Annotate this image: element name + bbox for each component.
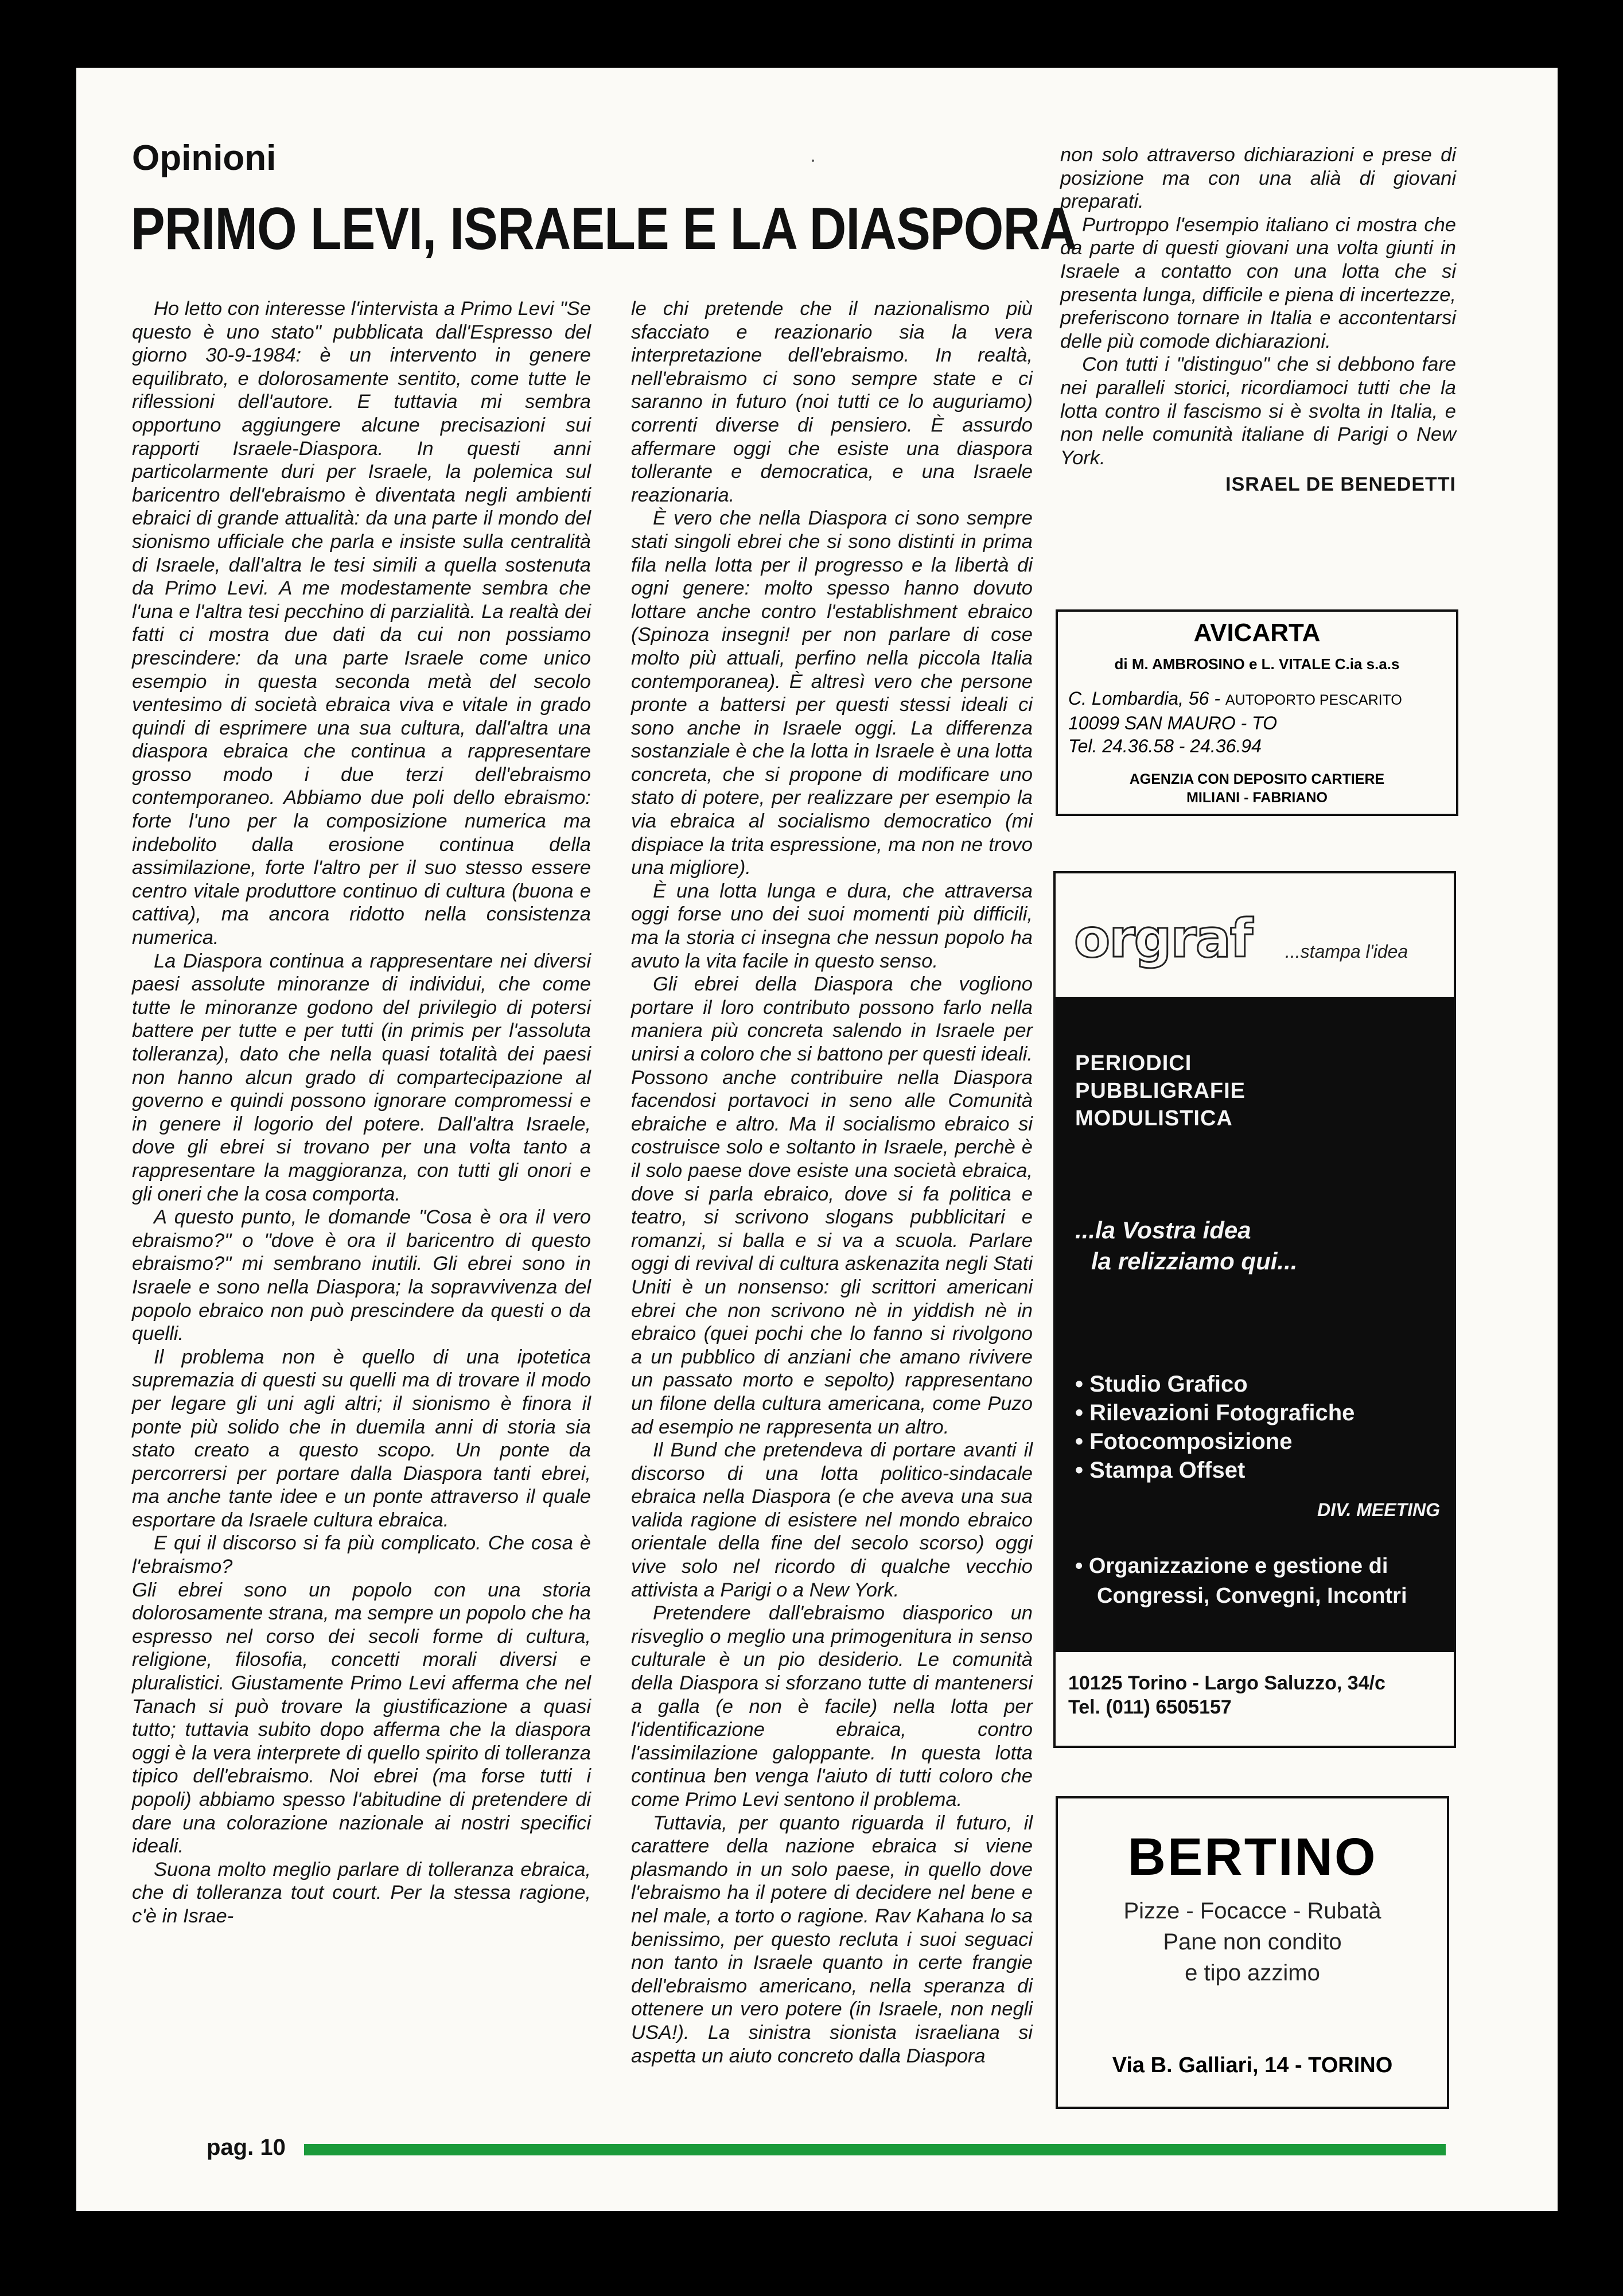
article-column-2: [631, 297, 1033, 2068]
headline: PRIMO LEVI, ISRAELE E LA DIASPORA: [131, 196, 1076, 262]
address-phone: Tel. 24.36.58 - 24.36.94: [1068, 736, 1262, 756]
paragraph: Pretendere dall'ebraismo diasporico un risveglio o meglio una primogenitura in senso culturale è un pio desiderio. Le comunità della Diaspora si sforzano tutte di mantenersi a galla (e non è facile) nella lotta per l'identificazione ebraica, contro l'assimilazione galoppante. In questa lotta continua ben venga l'aiuto di tutti coloro che come Primo Levi sentono il problema.: [631, 1602, 1033, 1811]
bullet-item: • Rilevazioni Fotografiche: [1075, 1400, 1355, 1425]
paragraph: È una lotta lunga e dura, che attraversa oggi forse uno dei suoi momenti più difficili, ma la storia ci insegna che nessun popolo ha avuto la vita facile in questo senso.: [631, 880, 1033, 972]
orgraf-ad: [1053, 871, 1456, 1748]
paragraph: A questo punto, le domande "Cosa è ora il vero ebraismo?" o "dove è ora il baricentro di questo ebraismo?" mi sembrano inutili. Gli ebrei sono in Israele e sono nella Diaspora; la sopravvivenza del popolo ebraico non può prescindere da questi o da quelli.: [132, 1206, 591, 1345]
product-line: Pane non condito: [1163, 1929, 1342, 1955]
section-label: Opinioni: [132, 138, 277, 178]
article-column-1: [132, 297, 591, 1928]
product-line: Pizze - Focacce - Rubatà: [1123, 1898, 1381, 1924]
service-item: MODULISTICA: [1075, 1106, 1233, 1130]
bertino-ad: [1056, 1796, 1449, 2109]
contact-phone: Tel. (011) 6505157: [1068, 1696, 1232, 1718]
paragraph: Con tutti i "distinguo" che si debbono fare nei paralleli storici, ricordiamoci tutti che la lotta contro il fascismo si è svolta in Italia, e non nelle comunità italiane di Parigi o New York.: [1060, 353, 1456, 469]
ad-subtitle: di M. AMBROSINO e L. VITALE C.ia s.a.s: [1114, 655, 1400, 673]
paragraph: Ho letto con interesse l'intervista a Primo Levi "Se questo è uno stato" pubblicata dall'Espresso del giorno 30-9-1984: è un intervento in genere equilibrato, e dolorosamente sentito, come tutte le riflessioni dell'autore. E tuttavia mi sembra opportuno aggiungere alcune precisazioni sui rapporti Israele-Diaspora. In questi anni particolarmente duri per Israele, la polemica sul baricentro dell'ebraismo è diventata negli ambienti ebraici di grande attualità: da una parte il mondo del sionismo ufficiale che parla e insiste sulla centralità di Israele, dall'altra le tesi simili a quella sostenuta da Primo Levi. A me modestamente sembra che l'una e l'altra tesi pecchino di parzialità. La realtà dei fatti ci mostra due dati da cui non possiamo prescindere: da una parte Israele come unico esempio in questa seconda metà del secolo ventesimo di società ebraica viva e vitale in grado quindi di esprimere una sua cultura, dall'altra una diaspora ebraica che continua a rappresentare grosso modo i due terzi dell'ebraismo contemporaneo. Abbiamo due poli dello ebraismo: forte l'uno per la composizione numerica ma indebolito dalla erosione continua della assimilazione, forte l'altro per il suo stesso essere centro vitale produttore continuo di cultura (buona e cattiva), ma ancora ridotto nella consistenza numerica.: [132, 298, 591, 949]
orgraf-contact: [1068, 1671, 1385, 1719]
org-line: • Organizzazione e gestione di: [1075, 1554, 1388, 1578]
ad-footer: [1058, 770, 1456, 807]
bullet-item: • Stampa Offset: [1075, 1458, 1246, 1483]
author-signature: ISRAEL DE BENEDETTI: [1225, 473, 1456, 496]
paragraph: Purtroppo l'esempio italiano ci mostra che da parte di questi giovani una volta giunti in Israele a contatto con una lotta che si presenta lunga, difficile e piena di incertezze, preferiscono tornare in Italia e accontentarsi delle più comode dichiarazioni.: [1060, 213, 1456, 352]
orgraf-logo: orgraf: [1074, 908, 1252, 969]
service-item: PUBBLIGRAFIE: [1075, 1079, 1246, 1103]
division-label: DIV. MEETING: [1317, 1499, 1440, 1520]
slogan-line: ...la Vostra idea: [1075, 1217, 1251, 1244]
page-number: pag. 10: [207, 2135, 286, 2160]
paragraph: E qui il discorso si fa più complicato. Che cosa è l'ebraismo?: [132, 1532, 591, 1578]
footer-accent-bar: [304, 2144, 1446, 2155]
speck: [812, 160, 814, 162]
organization-text: [1075, 1551, 1407, 1611]
slogan-line: la relizziamo qui...: [1091, 1248, 1298, 1275]
ad-title: AVICARTA: [1193, 619, 1321, 647]
orgraf-header: [1056, 873, 1454, 997]
org-line: Congressi, Convegni, Incontri: [1097, 1584, 1407, 1608]
service-item: PERIODICI: [1075, 1051, 1192, 1075]
footer-line: AGENZIA CON DEPOSITO CARTIERE: [1129, 771, 1385, 787]
paragraph: le chi pretende che il nazionalismo più sfacciato e reazionario sia la vera interpretazione dell'ebraismo. In realtà, nell'ebraismo ci sono sempre state e ci saranno in futuro (noi tutti ce lo auguriamo) correnti diverse di pensiero. È assurdo affermare oggi che esiste una diaspora tollerante e democratica, e una Israele reazionaria.: [631, 298, 1033, 506]
ad-title: BERTINO: [1127, 1828, 1377, 1886]
paragraph: Tuttavia, per quanto riguarda il futuro, il carattere della nazione ebraica si viene plasmando in un solo paese, in quello dove l'ebraismo ha il potere di decidere nel bene e nel male, a torto o ragione. Rav Kahana lo sa benissimo, per questo recluta i suoi seguaci non tanto in Israele quanto in certe frangie dell'ebraismo americano, nella speranza di ottenere un vero potere (in Israele, non negli USA!). La sinistra sionista israeliana si aspetta un aiuto concreto dalla Diaspora: [631, 1812, 1033, 2067]
orgraf-black-panel: [1056, 997, 1454, 1652]
orgraf-tagline: ...stampa l'idea: [1285, 941, 1408, 962]
bullet-item: • Fotocomposizione: [1075, 1429, 1293, 1454]
avicarta-ad: [1056, 609, 1458, 816]
address-city: 10099 SAN MAURO - TO: [1068, 713, 1277, 733]
ad-address: [1068, 687, 1456, 757]
paragraph: Il Bund che pretendeva di portare avanti il discorso di una lotta politico-sindacale ebraica nella Diaspora (e che aveva una sua valida ragione di esistere nel mondo ebraico orientale della fine del secolo scorso) oggi vive solo nel ricordo di qualche vecchio attivista a Parigi o a New York.: [631, 1439, 1033, 1601]
paragraph: Il problema non è quello di una ipotetica supremazia di questi su quelli ma di trovare il modo per legare gli uni agli altri; il sionismo è finora il ponte più solido che in duemila anni di storia sia stato creato a questo scopo. Un ponte da percorrersi per portare dalla Diaspora tanti ebrei, ma anche tante idee e un ponte attraverso il quale esportare da Israele cultura ebraica.: [132, 1346, 591, 1531]
ad-products: [1058, 1895, 1447, 1988]
paragraph: non solo attraverso dichiarazioni e prese di posizione ma con una alià di giovani preparati.: [1060, 144, 1456, 213]
article-column-3: [1060, 143, 1456, 496]
bullet-item: • Studio Grafico: [1075, 1372, 1248, 1397]
address-street: C. Lombardia, 56 -: [1068, 688, 1221, 709]
paragraph: Gli ebrei della Diaspora che vogliono portare il loro contributo possono farlo nella maniera più concreta salendo in Israele per unirsi a coloro che si battono per questi ideali. Possono anche contribuire nella Diaspora facendosi portavoci in seno alle Comunità ebraiche e altro. Ma il socialismo ebraico si costruisce solo e soltanto in Israele, perchè è il solo paese dove esiste una società ebraica, dove si parla ebraico, dove si fa politica e teatro, si scrivono slogans pubblicitari e romanzi, si balla e si va a scuola. Parlare oggi di revival di cultura askenazita negli Stati Uniti è un nonsenso: gli scrittori americani ebrei che non scrivono nè in yiddish nè in ebraico (quei pochi che lo fanno si rivolgono a un pubblico di anziani che amano rivivere un passato morto e sepolto) rappresentano un filone della cultura americana, come Puzo ad esempio ne rappresenta un altro.: [631, 973, 1033, 1438]
slogan: [1075, 1215, 1297, 1277]
paragraph: Gli ebrei sono un popolo con una storia dolorosamente strana, ma sempre un popolo che ha espresso nel corso dei secoli forme di cultura, religione, filosofia, concetti morali diversi e pluralistici. Giustamente Primo Levi afferma che nel Tanach si può trovare la giustificazione a quasi tutto; tuttavia subito dopo afferma che la diaspora oggi è la vera interprete di quello spirito di tolleranza tipico dell'ebraismo. Noi ebrei (ma forse tutti i popoli) abbiamo spesso l'abitudine di pretendere di dare una colorazione nazionale ai nostri specifici ideali.: [132, 1579, 591, 1858]
footer-line: MILIANI - FABRIANO: [1186, 790, 1328, 806]
ad-address: Via B. Galliari, 14 - TORINO: [1112, 2053, 1393, 2077]
product-line: e tipo azzimo: [1185, 1960, 1320, 1986]
paragraph: La Diaspora continua a rappresentare nei diversi paesi assolute minoranze di individui, che come tutte le minoranze godono del privilegio di potersi battere per tutte e per tutti (in primis per l'assoluta tolleranza), dato che nella quasi totalità dei paesi non hanno alcun grado di compartecipazione al governo e quindi possono ignorare compromessi e in genere il logorio del potere. Dall'altra Israele, dove gli ebrei si trovano per una volta tanto a rappresentare la maggioranza, con tutti gli onori e gli oneri che la cosa comporta.: [132, 950, 591, 1205]
bullet-list: [1075, 1370, 1355, 1485]
contact-address: 10125 Torino - Largo Saluzzo, 34/c: [1068, 1672, 1385, 1694]
services-list: [1075, 1050, 1246, 1132]
address-note: AUTOPORTO PESCARITO: [1225, 692, 1402, 708]
paragraph: È vero che nella Diaspora ci sono sempre stati singoli ebrei che si sono distinti in prima fila nella lotta per il progresso e la libertà di ogni genere: molto spesso hanno dovuto lottare anche contro l'establishment ebraico (Spinoza insegni! per non parlare di cose molto più attuali, perfino nella piccola Italia contemporanea). È altresì vero che persone pronte a battersi per questi stessi ideali ci sono anche in Israele oggi. La differenza sostanziale è che la lotta in Israele è una lotta concreta, che si propone di modificare uno stato di potere, per realizzare per esempio la via ebraica al socialismo democratico (mi dispiace la trita espressione, ma non ne trovo una migliore).: [631, 507, 1033, 879]
paragraph: Suona molto meglio parlare di tolleranza ebraica, che di tolleranza tout court. Per la stessa ragione, c'è in Israe-: [132, 1858, 591, 1927]
